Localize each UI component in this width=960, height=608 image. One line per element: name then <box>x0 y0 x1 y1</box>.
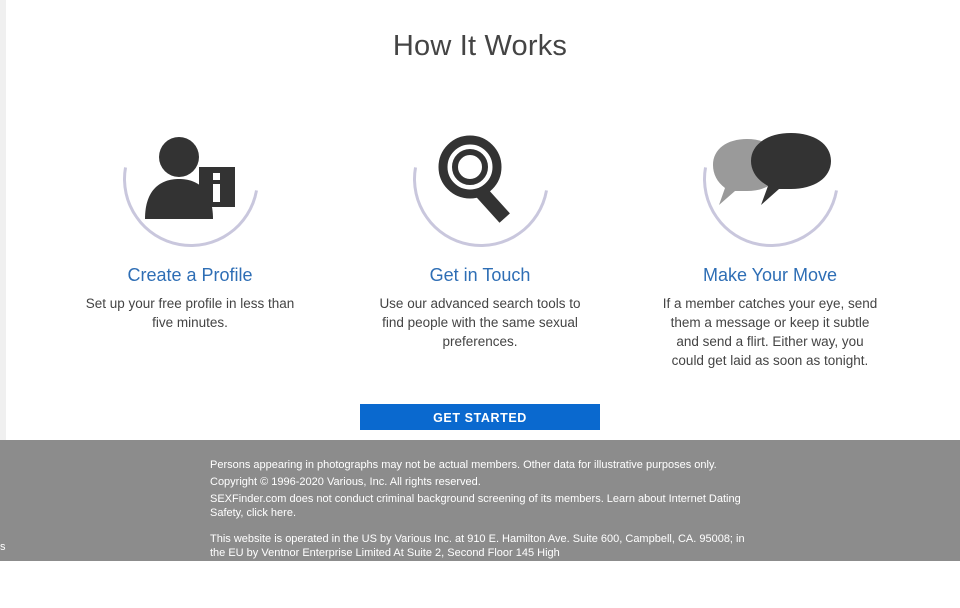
cta-wrap <box>0 404 960 430</box>
card-icon-wrap <box>685 111 855 251</box>
chat-bubbles-icon <box>685 117 855 237</box>
card-icon-wrap <box>395 111 565 251</box>
card-description: Set up your free profile in less than five minutes. <box>85 296 295 330</box>
card-make-your-move <box>625 111 915 370</box>
card-get-in-touch <box>335 111 625 351</box>
get-started-button[interactable]: GET STARTED <box>360 404 600 430</box>
left-edge-strip <box>0 0 6 440</box>
card-description: Use our advanced search tools to find people with the same sexual preferences. <box>379 296 581 349</box>
footer-content <box>0 440 960 608</box>
footer <box>0 440 960 607</box>
card-title: Create a Profile <box>127 265 253 285</box>
card-title: Make Your Move <box>702 265 838 285</box>
card-create-profile <box>45 111 335 332</box>
footer-copyright: Copyright © 1996-2020 Various, Inc. All rights reserved. <box>210 476 481 488</box>
page-title: How It Works <box>392 30 568 62</box>
how-it-works-cards <box>0 111 960 370</box>
person-info-icon <box>105 117 275 237</box>
card-icon-wrap <box>105 111 275 251</box>
footer-operator-line-1: This website is operated in the US by Various Inc. at 910 E. Hamilton Ave. Suite 600, Campbell, CA. 95008; in the EU by Ventnor Enterprise Limited At Suite 2, Second Floor 145 High <box>210 533 745 559</box>
card-description: If a member catches your eye, send them a message or keep it subtle and send a flirt. Either way, you could get laid as soon as tonight. <box>662 296 878 368</box>
magnifier-search-icon <box>395 117 565 237</box>
footer-disclaimer: Persons appearing in photographs may not be actual members. Other data for illustrative purposes only. <box>210 459 717 471</box>
footer-edge-fragment: s <box>0 541 6 553</box>
card-title: Get in Touch <box>429 265 531 285</box>
footer-contact: Contact us at 888-575-8383 (US toll-free), 0800 098 8311(UK toll-free), 1800 954 607 (AU toll-free). <box>210 595 695 607</box>
footer-screening-notice: SEXFinder.com does not conduct criminal background screening of its members. Learn about Internet Dating Safety, click here. <box>210 493 741 519</box>
footer-operator-line-2: Australia by Magnus Processing PTY Ltd.,85 Torquay Rd. QLD 4165 Redland Bay, Queensland, Australia; in Singapore by Sinric Processing Pte Ltd.,531A Upper Cross St. #04-95 Hon <box>210 564 738 590</box>
